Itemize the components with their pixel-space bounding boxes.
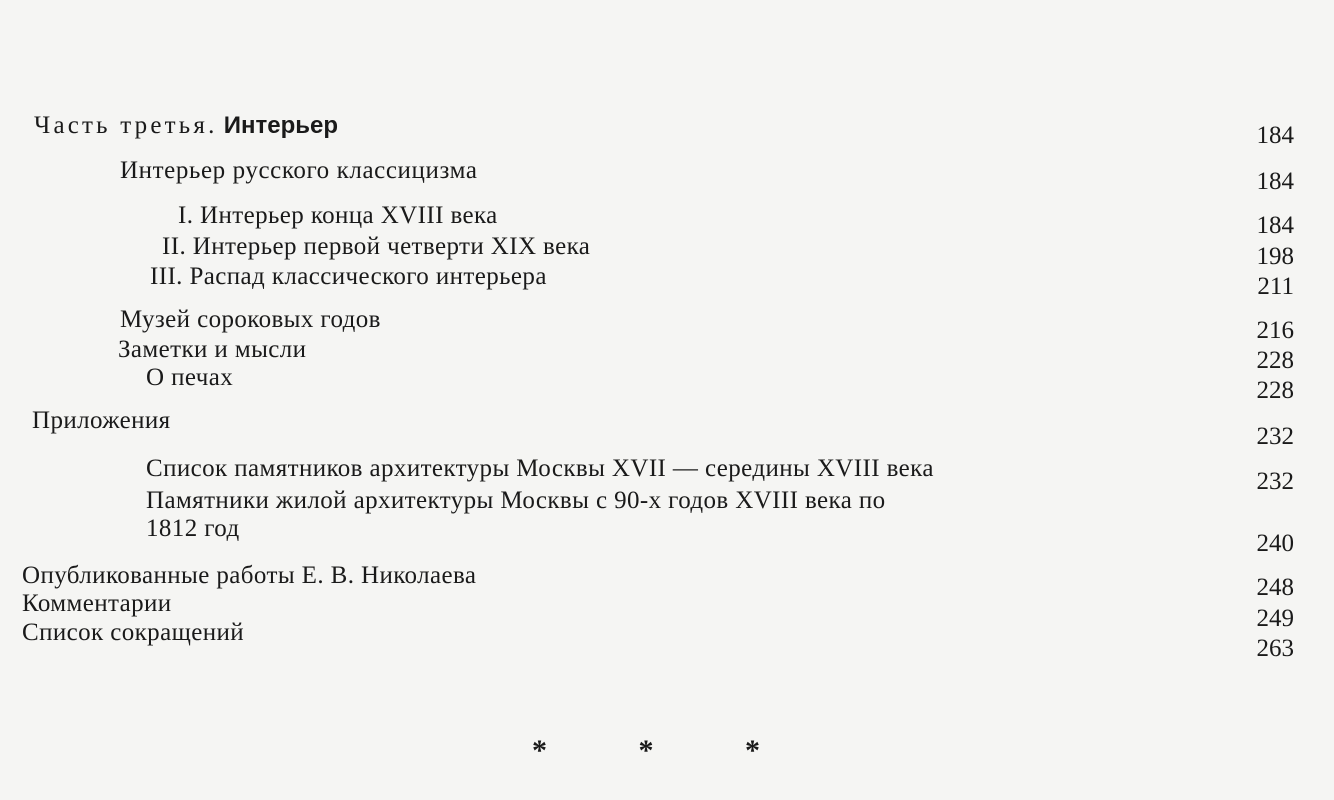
toc-entry-interior-classicism: Интерьер русского классицизма [120,157,478,184]
page-number: 263 [1256,635,1294,662]
page-number: 248 [1256,574,1294,601]
toc-entry-abbreviations: Список сокращений [22,619,245,646]
toc-entry-residential-line-2: 1812 год [146,515,240,542]
page-number: 184 [1256,122,1294,149]
toc-entry-section-3: III. Распад классического интерьера [150,263,547,290]
page-number: 240 [1256,530,1294,557]
page-number: 228 [1256,377,1294,404]
toc-entry-notes: Заметки и мысли [118,336,307,363]
toc-entry-appendix: Приложения [32,407,171,434]
toc-entry-comments: Комментарии [22,590,172,617]
toc-entry-museum: Музей сороковых годов [120,306,381,333]
page-number: 228 [1256,347,1294,374]
toc-entry-published-works: Опубликованные работы Е. В. Николаева [22,562,477,589]
toc-entry-section-1: I. Интерьер конца XVIII века [178,202,498,229]
toc-entry-part-three [34,112,338,140]
page-number: 198 [1256,243,1294,270]
page-number: 211 [1257,273,1294,300]
part-three-title: Интерьер [223,112,339,139]
part-three-prefix: Часть третья. [34,112,218,139]
page-number: 232 [1256,423,1294,450]
page-number: 184 [1256,168,1294,195]
page-number: 184 [1256,212,1294,239]
toc-entry-monuments-list: Список памятников архитектуры Москвы XVII — середины XVIII века [146,455,934,482]
section-divider-stars: * * * [532,734,802,767]
toc-entry-residential-line-1: Памятники жилой архитектуры Москвы с 90-х годов XVIII века по [146,487,886,514]
page-number: 216 [1256,317,1294,344]
page-number: 249 [1256,605,1294,632]
toc-entry-stoves: О печах [146,364,234,391]
page-number: 232 [1256,468,1294,495]
toc-entry-section-2: II. Интерьер первой четверти XIX века [162,233,591,260]
